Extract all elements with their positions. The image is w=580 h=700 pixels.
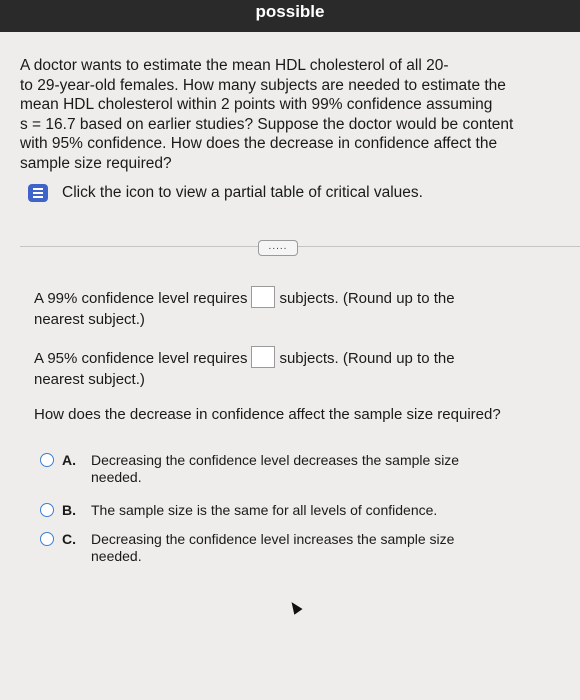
option-line: Decreasing the confidence level decreases the sample size bbox=[91, 452, 460, 468]
option-letter: C. bbox=[62, 531, 76, 547]
table-icon[interactable] bbox=[28, 184, 48, 202]
question-line: to 29-year-old females. How many subjects are needed to estimate the bbox=[20, 76, 506, 94]
question-line: sample size required? bbox=[20, 154, 172, 172]
answer-95-suffix: subjects. (Round up to the bbox=[279, 350, 455, 367]
answer-95-prefix: A 95% confidence level requires bbox=[34, 350, 248, 367]
option-a[interactable] bbox=[40, 452, 540, 488]
answer-95 bbox=[34, 346, 455, 390]
question-line: s = 16.7 based on earlier studies? Suppose the doctor would be content bbox=[20, 115, 514, 133]
option-line: needed. bbox=[91, 469, 142, 485]
answer-99-input[interactable] bbox=[251, 286, 275, 308]
question-line: with 95% confidence. How does the decrease in confidence affect the bbox=[20, 135, 498, 152]
answer-95-line2: nearest subject.) bbox=[34, 371, 145, 388]
radio-button[interactable] bbox=[40, 532, 54, 546]
option-c[interactable] bbox=[40, 531, 540, 567]
option-line: Decreasing the confidence level increases the sample size bbox=[91, 531, 455, 547]
question-line: A doctor wants to estimate the mean HDL cholesterol of all 20- bbox=[20, 57, 449, 74]
divider bbox=[20, 246, 580, 247]
critical-values-link[interactable] bbox=[28, 184, 423, 202]
expand-button[interactable]: ..... bbox=[258, 240, 298, 256]
top-bar bbox=[0, 0, 580, 32]
mouse-cursor-icon bbox=[287, 599, 302, 615]
radio-button[interactable] bbox=[40, 453, 54, 467]
option-text bbox=[91, 531, 531, 565]
answer-95-input[interactable] bbox=[251, 346, 275, 368]
question-text bbox=[20, 56, 560, 173]
option-text bbox=[91, 502, 531, 519]
option-line: needed. bbox=[91, 548, 142, 564]
option-line: The sample size is the same for all levels of confidence. bbox=[91, 502, 438, 518]
option-letter: B. bbox=[62, 502, 76, 518]
option-b[interactable] bbox=[40, 502, 540, 520]
answer-99-prefix: A 99% confidence level requires bbox=[34, 290, 248, 307]
sub-question: How does the decrease in confidence affect the sample size required? bbox=[34, 406, 501, 423]
radio-button[interactable] bbox=[40, 503, 54, 517]
option-text bbox=[91, 452, 531, 486]
answer-99 bbox=[34, 286, 455, 330]
question-line: mean HDL cholesterol within 2 points with 99% confidence assuming bbox=[20, 96, 493, 113]
header-title: possible bbox=[255, 2, 325, 21]
answer-99-suffix: subjects. (Round up to the bbox=[279, 290, 455, 307]
critical-values-label: Click the icon to view a partial table of critical values. bbox=[62, 184, 423, 201]
answer-99-line2: nearest subject.) bbox=[34, 311, 145, 328]
option-letter: A. bbox=[62, 452, 76, 468]
